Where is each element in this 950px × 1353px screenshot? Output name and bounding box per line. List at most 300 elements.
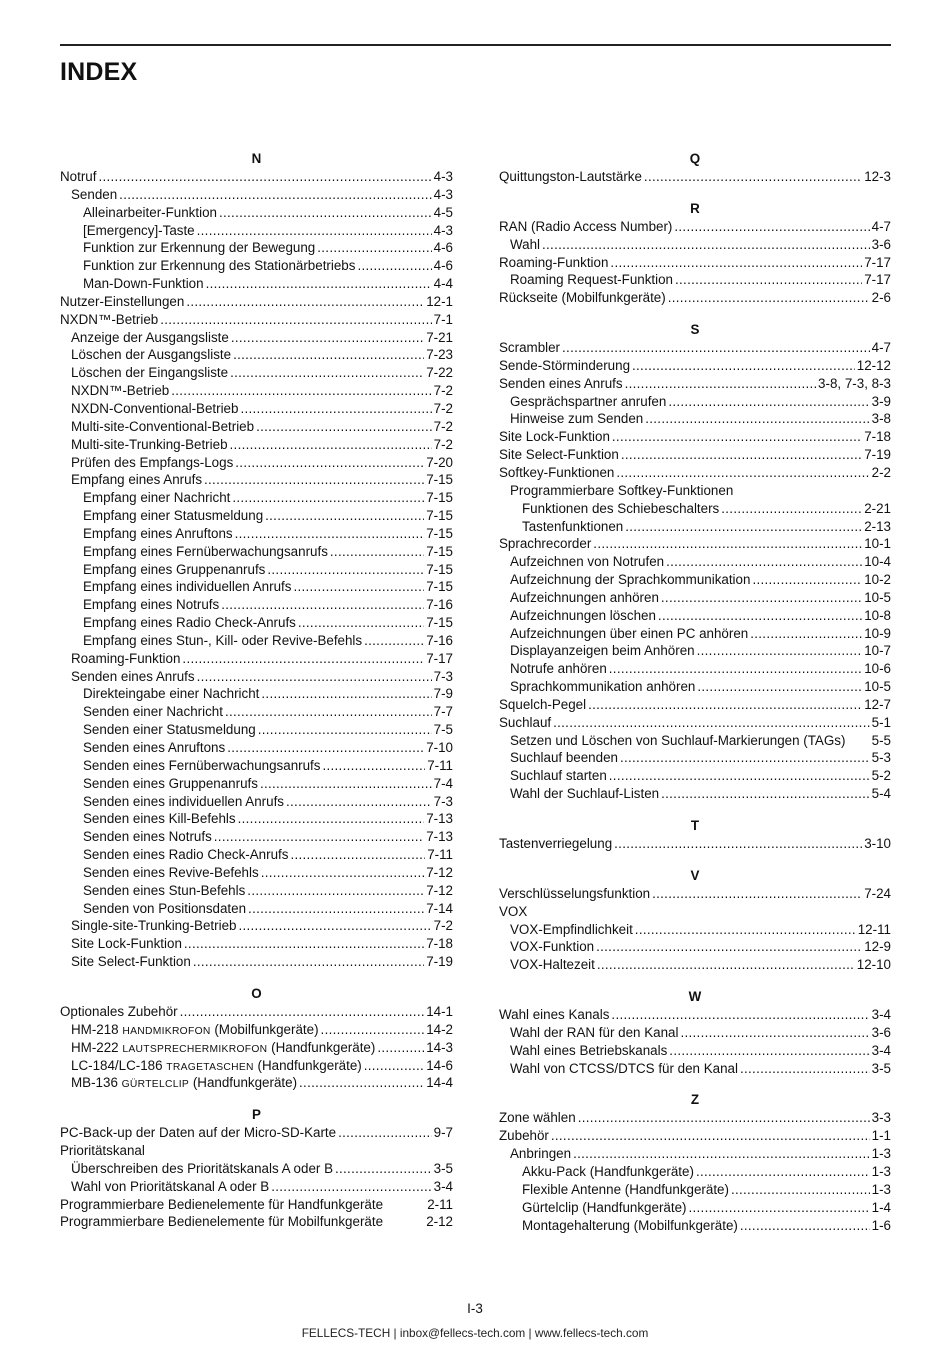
dot-leader [553, 714, 870, 732]
entry-term: VOX-Empfindlichkeit [510, 921, 633, 937]
entry-term: Suchlauf beenden [510, 750, 618, 766]
entry-term: Senden [71, 186, 118, 202]
index-entry [60, 489, 453, 507]
index-entry [499, 535, 891, 553]
dot-leader [290, 846, 425, 864]
dot-leader [658, 607, 862, 625]
entry-page: 7-2 [433, 418, 453, 434]
dot-leader [578, 1109, 870, 1127]
entry-term: RAN (Radio Access Number) [499, 218, 673, 234]
dot-leader [364, 1057, 424, 1075]
entry-term: Senden eines individuellen Anrufs [83, 793, 285, 809]
entry-page: 7-9 [433, 686, 453, 702]
entry-term: PC-Back-up der Daten auf der Micro-SD-Karte [60, 1125, 337, 1141]
index-entry [60, 186, 453, 204]
entry-page: 7-15 [426, 579, 453, 595]
index-entry [60, 293, 453, 311]
entry-term: Funktion zur Erkennung der Bewegung [83, 240, 316, 256]
entry-page: 3-10 [864, 836, 891, 851]
index-entry [499, 428, 891, 446]
dot-leader [562, 339, 870, 357]
index-entry [60, 739, 453, 757]
index-entry [499, 678, 891, 696]
dot-leader [230, 364, 424, 382]
index-entry [499, 236, 891, 254]
index-entry [60, 168, 453, 186]
dot-leader [232, 489, 424, 507]
dot-leader [612, 428, 862, 446]
index-entry [499, 625, 891, 643]
entry-term: Zone wählen [499, 1110, 576, 1126]
entry-term: Displayanzeigen beim Anhören [510, 643, 695, 659]
dot-leader [322, 757, 425, 775]
dot-leader [231, 329, 424, 347]
entry-term: Multi-site-Trunking-Betrieb [71, 436, 228, 452]
dot-leader [248, 900, 424, 918]
entry-term: Anzeige der Ausgangsliste [71, 329, 229, 345]
dot-leader [214, 828, 424, 846]
index-entry [499, 696, 891, 714]
index-entry [60, 721, 453, 739]
index-entry [499, 1060, 891, 1078]
entry-page: 10-5 [864, 679, 891, 695]
dot-leader [680, 1024, 869, 1042]
dot-leader [616, 464, 869, 482]
entry-term: Roaming-Funktion [499, 254, 609, 270]
entry-page: 3-8 [871, 411, 891, 427]
index-entry [60, 1003, 453, 1021]
dot-leader [551, 1127, 870, 1145]
dot-leader [335, 1160, 432, 1178]
entry-term: Site Lock-Funktion [71, 936, 182, 952]
dot-leader [635, 921, 856, 939]
dot-leader [661, 785, 870, 803]
index-entry [499, 218, 891, 236]
entry-term: Wahl von Prioritätskanal A oder B [71, 1178, 270, 1194]
index-entry [60, 650, 453, 668]
dot-leader [293, 578, 424, 596]
dot-leader [573, 1145, 870, 1163]
dot-leader [697, 642, 863, 660]
entry-term: Empfang eines Anrufs [71, 472, 203, 488]
entry-page: 7-2 [433, 436, 453, 452]
entry-term: Rückseite (Mobilfunkgeräte) [499, 290, 666, 306]
index-entry [499, 1145, 891, 1163]
entry-term: Senden eines Stun-Befehls [83, 882, 246, 898]
entry-term: Senden eines Revive-Befehls [83, 864, 259, 880]
index-entry [499, 732, 891, 750]
dot-leader [321, 1021, 425, 1039]
entry-term: Empfang eines Gruppenanrufs [83, 561, 266, 577]
dot-leader [182, 650, 424, 668]
dot-leader [675, 271, 862, 289]
dot-leader [330, 543, 424, 561]
dot-leader [299, 1074, 424, 1092]
entry-term: Scrambler [499, 340, 561, 356]
index-entry [60, 864, 453, 882]
entry-term: NXDN™-Betrieb [71, 383, 170, 399]
section-letter: R [690, 200, 700, 216]
index-entry [60, 578, 453, 596]
dot-leader [377, 1039, 424, 1057]
entry-page: 7-24 [864, 885, 891, 901]
index-entry [499, 1181, 891, 1199]
index-entry [499, 767, 891, 785]
index-entry [499, 446, 891, 464]
dot-leader [614, 835, 862, 853]
index-entry [499, 571, 891, 589]
entry-page: 3-9 [871, 393, 891, 409]
entry-term: NXDN-Conventional-Betrieb [71, 400, 239, 416]
entry-term: Senden eines Anrufs [499, 375, 623, 391]
entry-term: Senden eines Gruppenanrufs [83, 775, 258, 791]
index-entry [60, 685, 453, 703]
entry-page: 3-4 [871, 1007, 891, 1023]
entry-term: Site Select-Funktion [499, 447, 619, 463]
dot-leader [721, 500, 862, 518]
entry-page: 7-15 [426, 561, 453, 577]
entry-term: Prioritätskanal [60, 1143, 145, 1159]
entry-page: 7-22 [426, 365, 453, 381]
dot-leader [625, 375, 816, 393]
index-entry [60, 454, 453, 472]
entry-page: 10-9 [864, 625, 891, 641]
index-entry [60, 346, 453, 364]
dot-leader [338, 1124, 432, 1142]
dot-leader [197, 222, 432, 240]
index-column-left [60, 150, 453, 1231]
entry-page: 3-4 [871, 1042, 891, 1058]
index-entry [499, 553, 891, 571]
index-entry [499, 339, 891, 357]
entry-term: Löschen der Ausgangsliste [71, 347, 232, 363]
dot-leader [238, 917, 431, 935]
entry-term: Suchlauf starten [510, 768, 607, 784]
index-entry [499, 938, 891, 956]
entry-term: Tastenfunktionen [522, 518, 624, 534]
entry-term: Sende-Störminderung [499, 357, 631, 373]
entry-term: Aufzeichnungen über einen PC anhören [510, 625, 749, 641]
entry-term: Wahl von CTCSS/DTCS für den Kanal [510, 1060, 738, 1076]
index-entry [499, 500, 891, 518]
dot-leader [119, 186, 431, 204]
entry-term: VOX-Haltezeit [510, 957, 595, 973]
entry-page: 1-3 [871, 1181, 891, 1197]
entry-term: Senden eines Notrufs [83, 829, 212, 845]
index-entry [60, 614, 453, 632]
dot-leader [235, 525, 425, 543]
dot-leader [233, 346, 424, 364]
entry-term: Senden von Positionsdaten [83, 900, 247, 916]
entry-page: 4-4 [433, 276, 453, 292]
entry-page: 3-8, 7-3, 8-3 [818, 375, 891, 391]
entry-term: Überschreiben des Prioritätskanals A oder B [71, 1160, 333, 1176]
dot-leader [193, 953, 424, 971]
index-entry [60, 329, 453, 347]
entry-page: 2-11 [427, 1196, 453, 1212]
entry-term: Notruf [60, 169, 97, 184]
entry-page: 7-16 [426, 597, 453, 613]
entry-page: 7-5 [433, 722, 453, 738]
index-entry [60, 507, 453, 525]
dot-leader [180, 1003, 425, 1021]
entry-page: 3-4 [433, 1178, 453, 1194]
entry-page: 12-3 [864, 169, 891, 184]
entry-term: Nutzer-Einstellungen [60, 293, 185, 309]
index-entry [499, 375, 891, 393]
entry-term: Gürtelclip (Handfunkgeräte) [522, 1199, 687, 1215]
entry-page: 7-17 [426, 650, 453, 666]
index-entry [60, 596, 453, 614]
index-entry [499, 714, 891, 732]
entry-term: Wahl der RAN für den Kanal [510, 1024, 679, 1040]
dot-leader [298, 614, 424, 632]
entry-page: 5-5 [871, 732, 891, 748]
entry-page: 14-6 [426, 1057, 453, 1073]
dot-leader [225, 703, 432, 721]
index-entry [499, 1127, 891, 1145]
index-entry [60, 400, 453, 418]
entry-page: 3-5 [871, 1060, 891, 1076]
entry-page: 1-3 [871, 1146, 891, 1162]
dot-leader [219, 204, 432, 222]
entry-page: 7-18 [426, 936, 453, 952]
entry-page: 14-1 [426, 1003, 453, 1019]
section-letter: O [251, 985, 262, 1001]
entry-page: 9-7 [433, 1125, 453, 1141]
entry-term: MB-136 GÜRTELCLIP (Handfunkgeräte) [71, 1075, 298, 1091]
entry-term: Multi-site-Conventional-Betrieb [71, 418, 255, 434]
entry-term: Senden einer Statusmeldung [83, 722, 256, 738]
dot-leader [230, 436, 432, 454]
index-entry [60, 364, 453, 382]
entry-page: 12-9 [864, 939, 891, 955]
index-entry [60, 1142, 453, 1160]
index-entry [499, 642, 891, 660]
dot-leader [661, 589, 862, 607]
section-letter: Q [689, 151, 701, 166]
index-entry [60, 1196, 453, 1214]
index-entry [60, 1160, 453, 1178]
entry-page: 7-17 [864, 272, 891, 288]
entry-page: 7-13 [426, 811, 453, 827]
dot-leader [238, 810, 425, 828]
index-entry [60, 882, 453, 900]
entry-page: 10-5 [864, 589, 891, 605]
dot-leader [206, 275, 432, 293]
entry-term: Squelch-Pegel [499, 696, 587, 712]
section-letter: P [252, 1107, 261, 1123]
entry-page: 2-12 [426, 1214, 453, 1230]
entry-page: 7-13 [426, 829, 453, 845]
entry-page: 3-3 [871, 1110, 891, 1126]
dot-leader [731, 1181, 870, 1199]
entry-page: 7-11 [427, 757, 453, 773]
entry-term: Hinweise zum Senden [510, 411, 644, 427]
index-entry [60, 810, 453, 828]
dot-leader [261, 685, 431, 703]
index-entry [499, 1199, 891, 1217]
index-entry [499, 835, 891, 853]
dot-leader [610, 254, 862, 272]
dot-leader [98, 168, 431, 186]
footer: FELLECS-TECH | inbox@fellecs-tech.com | www.fellecs-tech.com [301, 1326, 649, 1340]
entry-term: Wahl der Suchlauf-Listen [510, 786, 660, 802]
index-entry [499, 1042, 891, 1060]
entry-term: Wahl eines Betriebskanals [510, 1042, 668, 1058]
page-title: INDEX [60, 58, 138, 86]
entry-term: Senden eines Kill-Befehls [83, 811, 236, 827]
dot-leader [184, 935, 424, 953]
entry-page: 2-6 [871, 290, 891, 306]
entry-page: 7-3 [433, 668, 453, 684]
entry-term: Notrufe anhören [510, 661, 607, 677]
dot-leader [197, 668, 432, 686]
entry-term: Man-Down-Funktion [83, 276, 204, 292]
entry-page: 1-6 [871, 1217, 891, 1233]
entry-page: 10-4 [864, 554, 891, 570]
dot-leader [625, 518, 862, 536]
index-entry [499, 518, 891, 536]
entry-page: 7-18 [864, 429, 891, 445]
entry-term: Roaming Request-Funktion [510, 272, 674, 288]
entry-term: Flexible Antenne (Handfunkgeräte) [522, 1181, 729, 1197]
entry-page: 7-10 [426, 740, 453, 755]
index-entry [499, 289, 891, 307]
entry-page: 2-2 [871, 464, 891, 480]
entry-term: Sprachkommunikation anhören [510, 679, 696, 695]
dot-leader [261, 864, 425, 882]
entry-page: 1-4 [871, 1199, 891, 1215]
entry-term: Empfang einer Statusmeldung [83, 508, 264, 524]
section-letter: W [688, 989, 702, 1005]
index-entry [499, 482, 891, 500]
index-entry [60, 222, 453, 240]
index-entry [499, 254, 891, 272]
index-entry [499, 956, 891, 974]
index-entry [60, 543, 453, 561]
entry-term: VOX-Funktion [510, 939, 595, 955]
entry-page: 7-2 [433, 918, 453, 934]
entry-page: 12-10 [856, 957, 891, 973]
dot-leader [286, 793, 432, 811]
index-entry [60, 525, 453, 543]
entry-page: 1-3 [871, 1163, 891, 1179]
entry-term: Empfang einer Nachricht [83, 490, 231, 506]
dot-leader [271, 1178, 431, 1196]
entry-page: 7-15 [426, 490, 453, 506]
entry-term: Direkteingabe einer Nachricht [83, 686, 260, 702]
entry-page: 7-14 [426, 900, 453, 916]
entry-page: 4-3 [433, 222, 453, 238]
dot-leader [697, 678, 862, 696]
entry-term: Prüfen des Empfangs-Logs [71, 454, 234, 470]
index-entry [60, 239, 453, 257]
entry-page: 5-1 [871, 714, 891, 730]
entry-term: Empfang eines Radio Check-Anrufs [83, 615, 296, 631]
entry-term: Empfang eines Fernüberwachungsanrufs [83, 543, 328, 559]
entry-page: 7-2 [433, 400, 453, 416]
index-entry [60, 418, 453, 436]
entry-page: 7-19 [426, 954, 453, 970]
dot-leader [221, 596, 424, 614]
entry-page: 10-1 [864, 536, 891, 552]
index-entry [499, 903, 891, 921]
entry-term: Softkey-Funktionen [499, 464, 615, 480]
index-entry [60, 668, 453, 686]
entry-term: Senden eines Fernüberwachungsanrufs [83, 757, 321, 773]
entry-page: 2-21 [864, 500, 891, 516]
entry-term: HM-222 LAUTSPRECHERMIKROFON (Handfunkgeräte) [71, 1039, 376, 1055]
index-entry [60, 1124, 453, 1142]
dot-leader [645, 410, 869, 428]
entry-page: 5-4 [871, 786, 891, 802]
index-entry [60, 1213, 453, 1231]
entry-page: 4-3 [433, 186, 453, 202]
index-entry [60, 471, 453, 489]
entry-term: Aufzeichnungen anhören [510, 589, 659, 605]
entry-page: 7-12 [426, 882, 453, 898]
entry-page: 12-11 [857, 921, 891, 937]
index-entry [60, 953, 453, 971]
entry-page: 10-7 [864, 643, 891, 659]
index-entry [60, 1178, 453, 1196]
entry-term: VOX [499, 903, 528, 919]
entry-page: 12-7 [864, 696, 891, 712]
index-entry [60, 900, 453, 918]
entry-term: [Emergency]-Taste [83, 222, 195, 238]
dot-leader [588, 696, 862, 714]
dot-leader [668, 289, 870, 307]
entry-page: 4-7 [871, 340, 891, 356]
entry-page: 5-2 [871, 768, 891, 784]
index-entry [60, 757, 453, 775]
section-letter: S [690, 322, 700, 338]
index-entry [60, 703, 453, 721]
dot-leader [171, 382, 431, 400]
index-entry [60, 275, 453, 293]
entry-term: Verschlüsselungsfunktion [499, 885, 651, 901]
index-column-right [499, 150, 891, 1234]
dot-leader [609, 767, 870, 785]
entry-term: Empfang eines Notrufs [83, 597, 220, 613]
index-entry [499, 410, 891, 428]
dot-leader [240, 400, 431, 418]
entry-page: 7-17 [864, 254, 891, 270]
index-entry [60, 828, 453, 846]
index-entry [499, 1006, 891, 1024]
entry-term: Site Lock-Funktion [499, 429, 610, 445]
index-entry [60, 917, 453, 935]
dot-leader [609, 660, 862, 678]
dot-leader [227, 739, 424, 757]
entry-page: 4-5 [433, 204, 453, 220]
entry-term: Akku-Pack (Handfunkgeräte) [522, 1163, 694, 1179]
dot-leader [652, 885, 862, 903]
entry-page: 2-13 [864, 518, 891, 534]
index-entry [499, 660, 891, 678]
entry-term: Programmierbare Bedienelemente für Mobilfunkgeräte [60, 1214, 384, 1230]
entry-term: Programmierbare Bedienelemente für Handfunkgeräte [60, 1196, 384, 1212]
entry-term: Anbringen [510, 1146, 572, 1162]
entry-term: Aufzeichnungen löschen [510, 607, 656, 623]
entry-page: 7-15 [426, 525, 453, 541]
dot-leader [256, 418, 432, 436]
entry-term: Gesprächspartner anrufen [510, 393, 667, 409]
dot-leader [596, 938, 862, 956]
entry-term: NXDN™-Betrieb [60, 311, 159, 327]
entry-term: Zubehör [499, 1128, 549, 1144]
